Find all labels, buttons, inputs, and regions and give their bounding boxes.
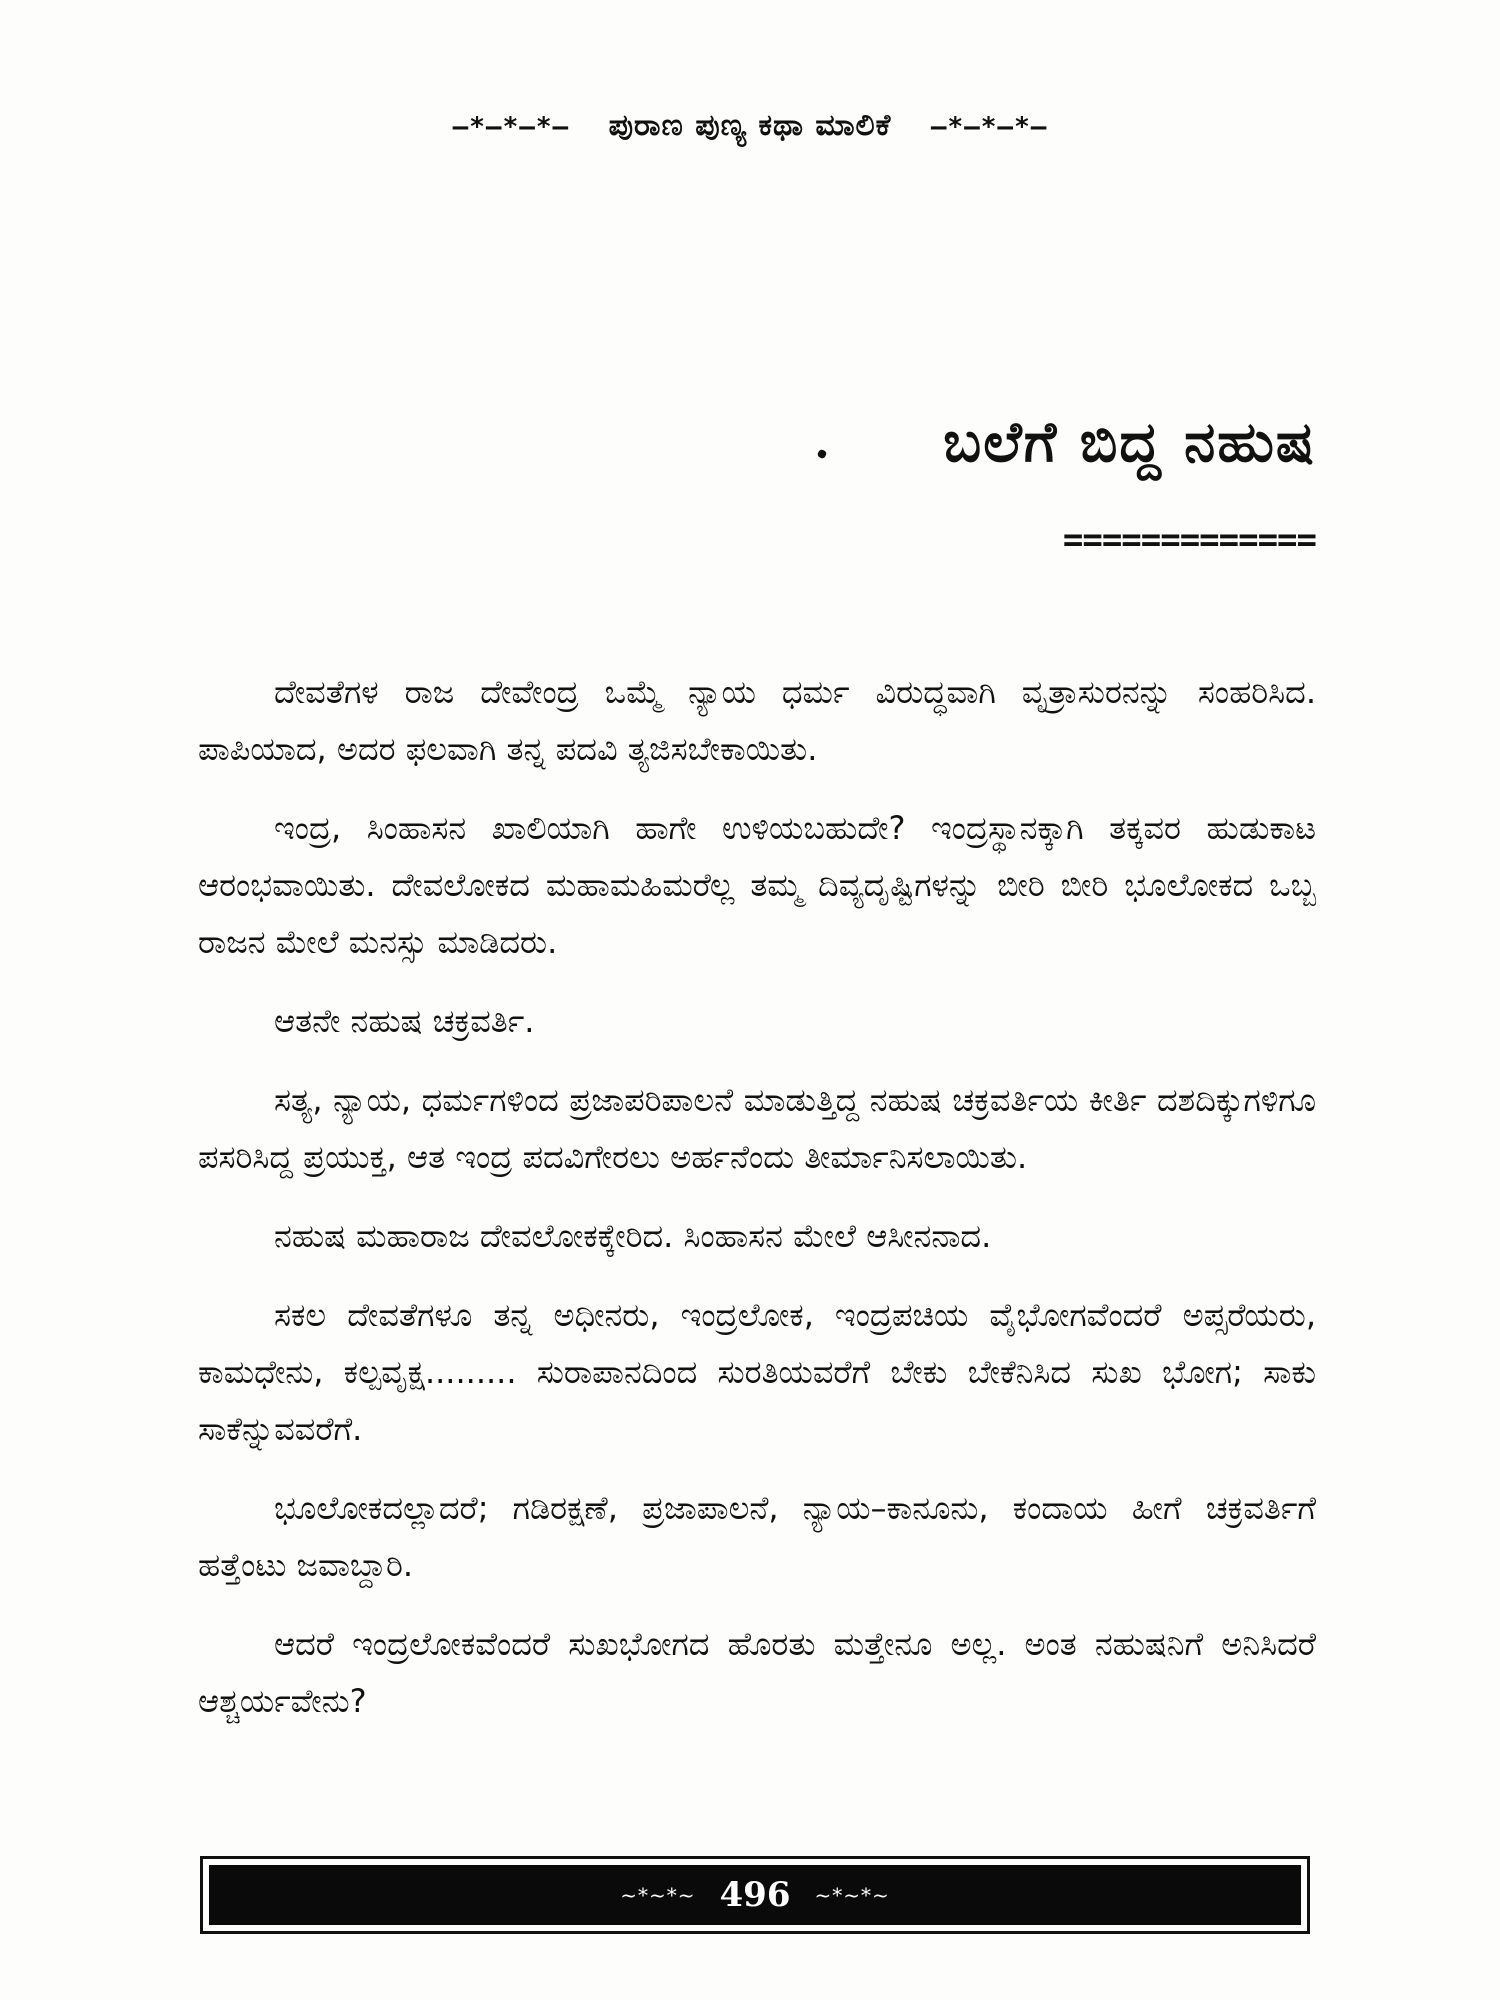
page-footer	[200, 1856, 1310, 1934]
book-series-title: ಪುರಾಣ ಪುಣ್ಯ ಕಥಾ ಮಾಲಿಕೆ	[608, 108, 892, 143]
chapter-title: ಬಲೆಗೆ ಬಿದ್ದ ನಹುಷ	[943, 410, 1316, 475]
paragraph: ದೇವತೆಗಳ ರಾಜ ದೇವೇಂದ್ರ ಒಮ್ಮೆ ನ್ಯಾಯ ಧರ್ಮ ವಿರುದ್ಧವಾಗಿ ವೃತ್ರಾಸುರನನ್ನು ಸಂಹರಿಸಿದ. ಪಾಪಿಯಾದ, ಅದರ ಫಲವಾಗಿ ತನ್ನ ಪದವಿ ತ್ಯಜಿಸಬೇಕಾಯಿತು.	[198, 673, 1316, 768]
running-header	[0, 108, 1500, 143]
header-right-ornament: –*–*–*–	[930, 112, 1048, 142]
paragraph: ಸತ್ಯ, ನ್ಯಾಯ, ಧರ್ಮಗಳಿಂದ ಪ್ರಜಾಪರಿಪಾಲನೆ ಮಾಡುತ್ತಿದ್ದ ನಹುಷ ಚಕ್ರವರ್ತಿಯ ಕೀರ್ತಿ ದಶದಿಕ್ಕುಗಳಿಗೂ ಪಸರಿಸಿದ್ದ ಪ್ರಯುಕ್ತ, ಆತ ಇಂದ್ರ ಪದವಿಗೇರಲು ಅರ್ಹನೆಂದು ತೀರ್ಮಾನಿಸಲಾಯಿತು.	[198, 1081, 1316, 1176]
paragraph: ನಹುಷ ಮಹಾರಾಜ ದೇವಲೋಕಕ್ಕೇರಿದ. ಸಿಂಹಾಸನ ಮೇಲೆ ಆಸೀನನಾದ.	[274, 1217, 992, 1255]
footer-left-ornament: ~*~*~	[620, 1883, 696, 1907]
paragraph: ಸಕಲ ದೇವತೆಗಳೂ ತನ್ನ ಅಧೀನರು, ಇಂದ್ರಲೋಕ, ಇಂದ್ರಪಚಿಯ ವೈಭೋಗವೆಂದರೆ ಅಪ್ಸರೆಯರು, ಕಾಮಧೇನು, ಕಲ್ಪವೃಕ್ಷ......... ಸುರಾಪಾನದಿಂದ ಸುರತಿಯವರೆಗೆ ಬೇಕು ಬೇಕೆನಿಸಿದ ಸುಖ ಭೋಗ; ಸಾಕು ಸಾಕೆನ್ನುವವರೆಗೆ.	[198, 1296, 1316, 1448]
footer-bar	[209, 1865, 1301, 1925]
chapter-body	[198, 664, 1316, 1752]
page-number: 496	[719, 1875, 791, 1915]
header-left-ornament: –*–*–*–	[452, 112, 570, 142]
print-speck	[817, 449, 828, 460]
footer-right-ornament: ~*~*~	[814, 1883, 890, 1907]
paragraph: ಇಂದ್ರ, ಸಿಂಹಾಸನ ಖಾಲಿಯಾಗಿ ಹಾಗೇ ಉಳಿಯಬಹುದೇ? ಇಂದ್ರಸ್ಥಾನಕ್ಕಾಗಿ ತಕ್ಕವರ ಹುಡುಕಾಟ ಆರಂಭವಾಯಿತು. ದೇವಲೋಕದ ಮಹಾಮಹಿಮರೆಲ್ಲ ತಮ್ಮ ದಿವ್ಯದೃಷ್ಟಿಗಳನ್ನು ಬೀರಿ ಬೀರಿ ಭೂಲೋಕದ ಒಬ್ಬ ರಾಜನ ಮೇಲೆ ಮನಸ್ಸು ಮಾಡಿದರು.	[198, 809, 1316, 961]
paragraph: ಭೂಲೋಕದಲ್ಲಾದರೆ; ಗಡಿರಕ್ಷಣೆ, ಪ್ರಜಾಪಾಲನೆ, ನ್ಯಾಯ–ಕಾನೂನು, ಕಂದಾಯ ಹೀಗೆ ಚಕ್ರವರ್ತಿಗೆ ಹತ್ತೆಂಟು ಜವಾಬ್ದಾರಿ.	[198, 1489, 1316, 1584]
chapter-title-underline: =============	[1062, 520, 1316, 560]
paragraph: ಆತನೇ ನಹುಷ ಚಕ್ರವರ್ತಿ.	[274, 1002, 535, 1040]
paragraph: ಆದರೆ ಇಂದ್ರಲೋಕವೆಂದರೆ ಸುಖಭೋಗದ ಹೊರತು ಮತ್ತೇನೂ ಅಲ್ಲ. ಅಂತ ನಹುಷನಿಗೆ ಅನಿಸಿದರೆ ಆಶ್ಚರ್ಯವೇನು?	[198, 1625, 1316, 1720]
